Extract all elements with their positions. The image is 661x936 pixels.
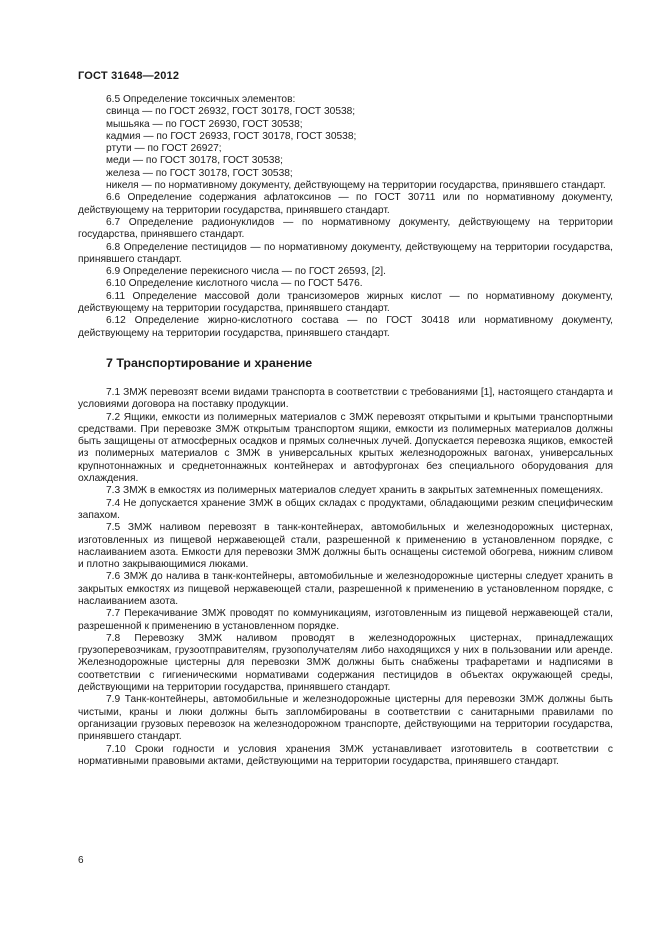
section-7-list <box>78 387 613 768</box>
paragraph: мышьяка — по ГОСТ 26930, ГОСТ 30538; <box>106 118 303 130</box>
paragraph: 6.6 Определение содержания афлатоксинов — по ГОСТ 30711 или по нормативному документу, действующему на территории государства, принявшего стандарт. <box>78 192 613 216</box>
paragraph: 7.6 ЗМЖ до налива в танк-контейнеры, автомобильные и железнодорожные цистерны следует хранить в закрытых емкостях из пищевой нержавеющей стали, разрешенной к применению в установленном порядке, с наслаиванием азота. <box>78 571 613 607</box>
document-header: ГОСТ 31648—2012 <box>78 70 180 82</box>
paragraph: 6.9 Определение перекисного числа — по ГОСТ 26593, [2]. <box>106 266 386 278</box>
paragraph: 6.7 Определение радионуклидов — по нормативному документу, действующему на территории государства, принявшего стандарт. <box>78 216 613 241</box>
paragraph: 6.11 Определение массовой доли трансизомеров жирных кислот — по нормативному документу, действующему на территории государства, принявшего стандарт. <box>78 290 613 315</box>
paragraph: кадмия — по ГОСТ 26933, ГОСТ 30178, ГОСТ 30538; <box>106 130 357 142</box>
section-7-heading: 7 Транспортирование и хранение <box>106 355 313 370</box>
paragraph: ртути — по ГОСТ 26927; <box>106 143 222 155</box>
paragraph: 7.3 ЗМЖ в емкостях из полимерных материалов следует хранить в закрытых затемненных помещениях. <box>106 485 604 497</box>
paragraph: свинца — по ГОСТ 26932, ГОСТ 30178, ГОСТ 30538; <box>106 106 356 118</box>
document-body <box>78 94 613 768</box>
section-7 <box>78 356 613 768</box>
paragraph: 6.8 Определение пестицидов — по нормативному документу, действующему на территории государства, принявшего стандарт. <box>78 241 613 265</box>
paragraph: меди — по ГОСТ 30178, ГОСТ 30538; <box>106 155 283 167</box>
paragraph: никеля — по нормативному документу, действующему на территории государства, принявшего стандарт. <box>106 180 606 192</box>
page-number: 6 <box>78 855 84 866</box>
paragraph: 7.9 Танк-контейнеры, автомобильные и железнодорожные цистерны для перевозки ЗМЖ должны быть чистыми, краны и люки должны быть запломбированы в соответствии с санитарными правилами по организации грузовых перевозок на железнодорожном транспорте, действующими на территории государства, принявшего стандарт. <box>78 694 613 743</box>
paragraph: 7.2 Ящики, емкости из полимерных материалов с ЗМЖ перевозят открытыми и крытыми транспортными средствами. При перевозке ЗМЖ открытым транспортом ящики, емкости из полимерных материалов должны быть защищены от атмосферных осадков и прямых солнечных лучей. Допускается перевозка ящиков, емкостей из полимерных материалов с ЗМЖ в универсальных крытых железнодорожных вагонах, универсальных крупнотоннажных и среднетоннажных контейнерах и автофургонах без специального оборудования для охлаждения. <box>78 411 613 485</box>
paragraph: железа — по ГОСТ 30178, ГОСТ 30538; <box>106 167 293 179</box>
section-6-list <box>78 94 613 340</box>
paragraph: 7.5 ЗМЖ наливом перевозят в танк-контейнерах, автомобильных и железнодорожных цистернах, изготовленных из пищевой нержавеющей стали, разрешенной к применению в установленном порядке, с наслаиванием азота. Емкости для перевозки ЗМЖ должны быть оснащены системой обогрева, нижним сливом и плотно закрывающимися люками. <box>78 522 613 571</box>
paragraph: 7.7 Перекачивание ЗМЖ проводят по коммуникациям, изготовленным из пищевой нержавеющей стали, разрешенной к применению в установленном порядке. <box>78 608 613 632</box>
paragraph: 7.10 Сроки годности и условия хранения ЗМЖ устанавливает изготовитель в соответствии с нормативными правовыми актами, действующими на территории государства, принявшего стандарт. <box>78 743 613 767</box>
paragraph: 7.8 Перевозку ЗМЖ наливом проводят в железнодорожных цистернах, принадлежащих грузоперевозчикам, грузоотправителям, грузополучателям либо находящихся у них в пользовании или аренде. Железнодорожные цистерны для перевозки ЗМЖ должны быть снабжены трафаретами и надписями в соответствии с гигиеническими нормативами содержания пестицидов в объектах окружающей среды, действующими на территории государства, принявшего стандарт. <box>78 632 613 694</box>
paragraph: 7.4 Не допускается хранение ЗМЖ в общих складах с продуктами, обладающими резким специфическим запахом. <box>78 497 613 521</box>
paragraph: 7.1 ЗМЖ перевозят всеми видами транспорта в соответствии с требованиями [1], настоящего стандарта и условиями договора на поставку продукции. <box>78 386 613 411</box>
paragraph: 6.12 Определение жирно-кислотного состава — по ГОСТ 30418 или нормативному документу, действующему на территории государства, принявшего стандарт. <box>78 315 613 339</box>
paragraph: 6.5 Определение токсичных элементов: <box>106 94 296 105</box>
paragraph: 6.10 Определение кислотного числа — по ГОСТ 5476. <box>106 278 363 290</box>
